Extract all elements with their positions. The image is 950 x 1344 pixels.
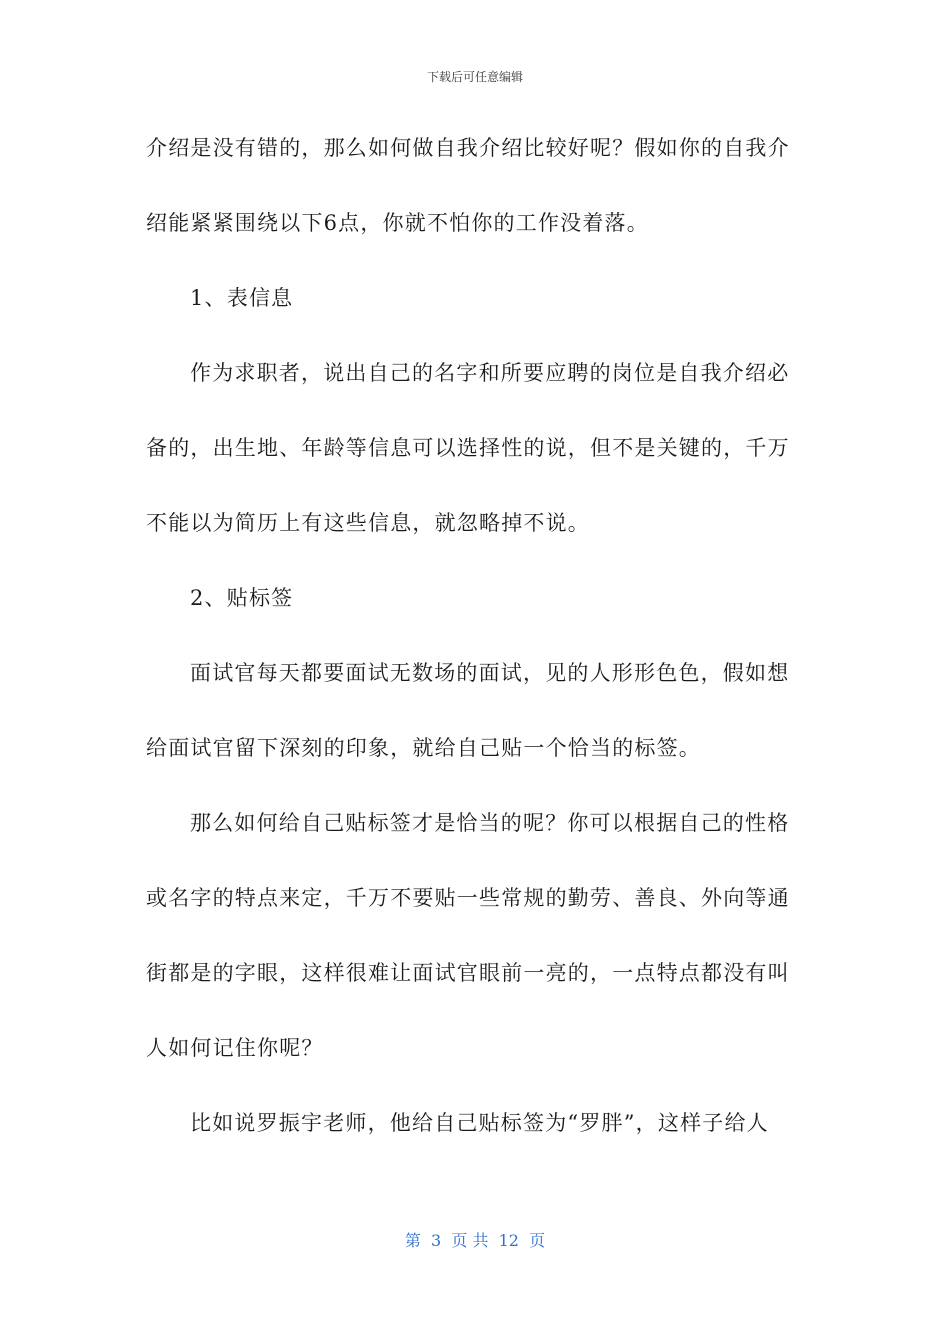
section-heading: 2、贴标签 <box>190 586 294 610</box>
body-line: 或名字的特点来定，千万不要贴一些常规的勤劳、善良、外向等通 <box>146 886 790 910</box>
document-body <box>146 120 794 1170</box>
body-line: 作为求职者，说出自己的名字和所要应聘的岗位是自我介绍必 <box>190 361 790 385</box>
body-line: 街都是的字眼，这样很难让面试官眼前一亮的，一点特点都没有叫 <box>146 961 790 985</box>
body-line: 人如何记住你呢？ <box>146 1036 324 1060</box>
body-line: 绍能紧紧围绕以下6点，你就不怕你的工作没着落。 <box>146 211 649 235</box>
page-number-footer: 第 3 页 共 12 页 <box>404 1231 546 1250</box>
body-line: 那么如何给自己贴标签才是恰当的呢？你可以根据自己的性格 <box>190 811 790 835</box>
body-line: 不能以为简历上有这些信息，就忽略掉不说。 <box>146 511 590 535</box>
body-line: 介绍是没有错的，那么如何做自我介绍比较好呢？假如你的自我介 <box>146 136 790 160</box>
section-heading: 1、表信息 <box>190 286 294 310</box>
page-header: 下载后可任意编辑 <box>426 70 523 84</box>
body-line: 面试官每天都要面试无数场的面试，见的人形形色色，假如想 <box>190 661 790 685</box>
body-line: 备的，出生地、年龄等信息可以选择性的说，但不是关键的，千万 <box>146 436 790 460</box>
body-line: 比如说罗振宇老师，他给自己贴标签为“罗胖”，这样子给人 <box>190 1111 769 1135</box>
body-line: 给面试官留下深刻的印象，就给自己贴一个恰当的标签。 <box>146 736 701 760</box>
